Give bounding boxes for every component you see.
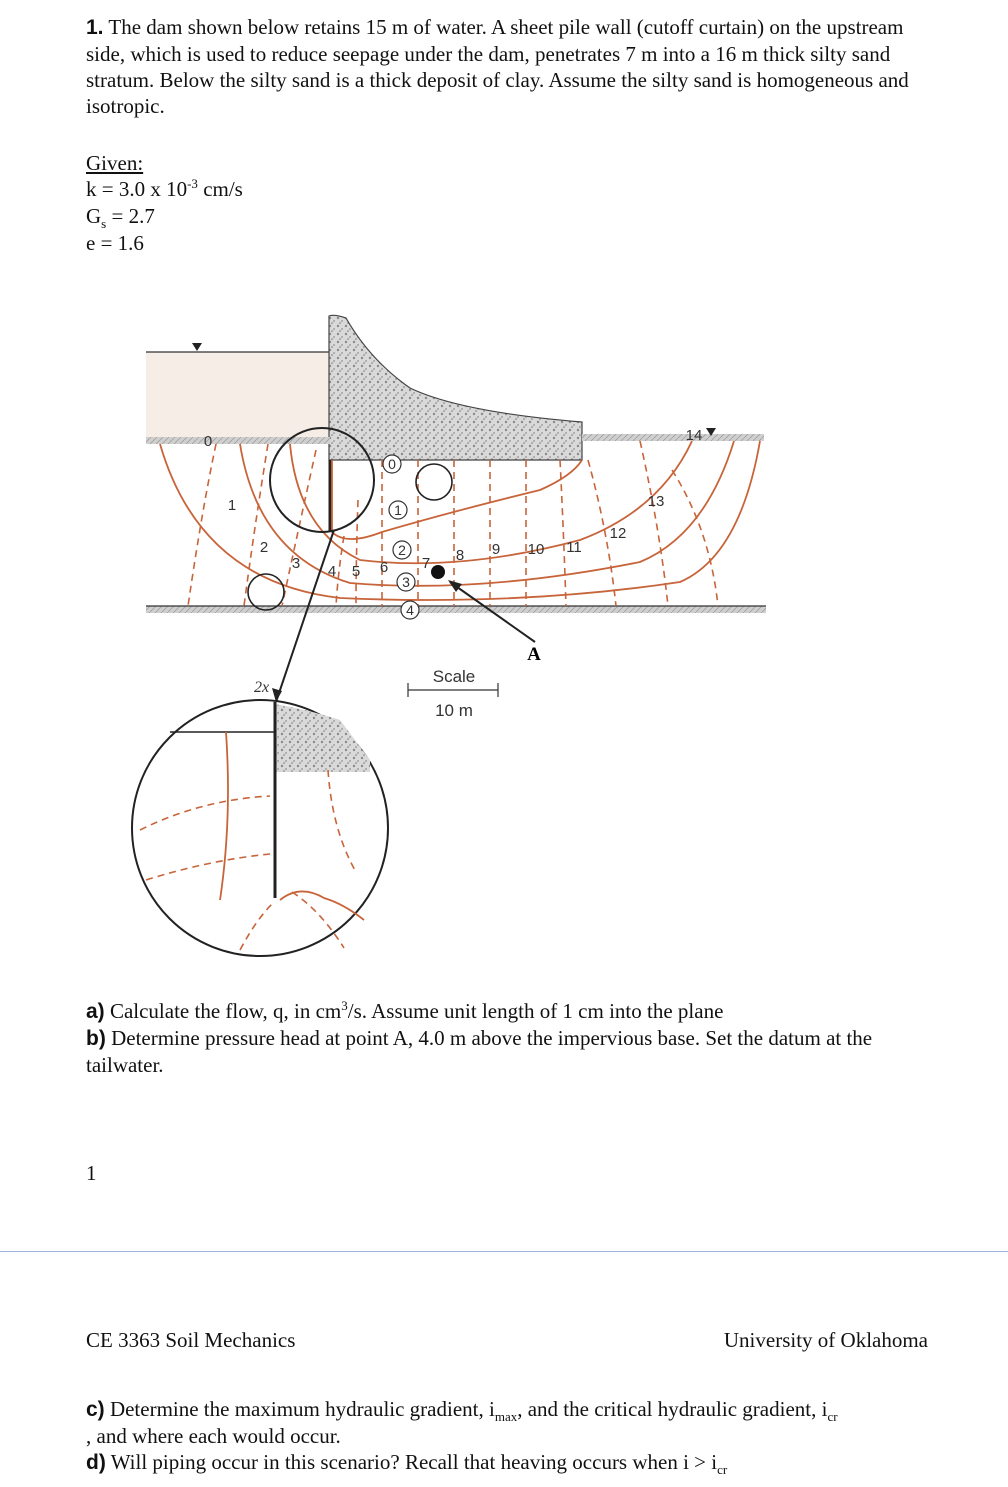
downstream-ground: [582, 434, 764, 441]
equipotential-label-5: 5: [351, 563, 361, 580]
question-b-label: b): [86, 1027, 106, 1050]
problem-statement: [86, 14, 936, 119]
given-heading: Given:: [86, 151, 144, 175]
question-c: [86, 1396, 946, 1449]
question-a: [86, 998, 936, 1025]
headwater: [146, 352, 332, 438]
equipotential-13: [640, 441, 668, 606]
equipotential-label-3: 3: [291, 555, 301, 572]
equipotential-3: [282, 450, 316, 606]
given-k-exponent: -3: [187, 176, 198, 191]
flow-channel-label-0: 0: [388, 456, 396, 472]
equipotential-label-2: 2: [259, 539, 269, 556]
flow-line-3: [240, 441, 734, 586]
problem-text: The dam shown below retains 15 m of water. A sheet pile wall (cutoff curtain) on the upstream side, which is used to reduce seepage under the dam, penetrates 7 m into a 16 m thick silty sand stratum. Below the silty sand is a thick deposit of clay. Assume the silty sand is homogeneous and isotropic.: [86, 15, 909, 118]
equipotential-label-10: 10: [527, 541, 545, 558]
question-d-text: Will piping occur in this scenario? Recall that heaving occurs when i > i: [105, 1450, 718, 1474]
given-e: e = 1.6: [86, 231, 144, 255]
point-a-label: A: [527, 644, 541, 665]
equipotential-5: [356, 500, 358, 606]
equipotential-label-0: 0: [203, 433, 213, 450]
given-gs-subscript: s: [101, 216, 107, 232]
given-k-unit: cm/s: [197, 177, 243, 201]
problem-number: 1.: [86, 16, 104, 39]
question-b-text: Determine pressure head at point A, 4.0 m above the impervious base. Set the datum at the tailwater.: [86, 1026, 873, 1077]
equipotential-label-6: 6: [379, 559, 389, 576]
question-d-sub-cr: cr: [717, 1462, 728, 1478]
question-c-text: Determine the maximum hydraulic gradient, i: [104, 1397, 495, 1421]
questions-a-b: [86, 998, 936, 1078]
flow-channel-label-1: 1: [394, 502, 402, 518]
water-level-marker: [192, 343, 202, 351]
upstream-ground: [146, 437, 330, 444]
impervious-base: [146, 606, 766, 613]
flow-line-4: [160, 441, 760, 600]
footer-university: University of Oklahoma: [723, 1328, 928, 1352]
inset-dam: [275, 704, 370, 772]
scale-length: 10 m: [435, 701, 473, 720]
equipotential-label-13: 13: [647, 493, 665, 510]
equipotential-label-11: 11: [566, 539, 582, 556]
flow-channel-label-4: 4: [406, 602, 414, 618]
inset-detail: [132, 700, 388, 956]
question-c-text-mid: , and the critical hydraulic gradient, i: [517, 1397, 828, 1421]
flow-channel-label-3: 3: [402, 574, 410, 590]
given-k-base: k = 3.0 x 10: [86, 177, 188, 201]
page-number: 1: [86, 1161, 97, 1185]
question-a-text: Calculate the flow, q, in cm: [104, 999, 342, 1023]
element-circle-right: [416, 464, 452, 500]
equipotential-label-9: 9: [491, 541, 501, 558]
question-d-label: d): [86, 1451, 106, 1474]
point-a-marker: [431, 565, 445, 579]
equipotential-label-8: 8: [455, 547, 465, 564]
scale-label: Scale: [432, 667, 476, 686]
inset-scale-label: 2x: [254, 679, 270, 696]
given-gs-symbol: G: [86, 204, 102, 228]
question-c-text-end: , and where each would occur.: [86, 1424, 341, 1448]
equipotential-label-4: 4: [327, 563, 337, 580]
question-a-label: a): [86, 1000, 105, 1023]
element-circle-left: [248, 574, 284, 610]
footer-course: CE 3363 Soil Mechanics: [86, 1328, 296, 1352]
given-gs: [86, 203, 155, 232]
questions-c-d: [86, 1396, 946, 1476]
equipotential-label-7: 7: [421, 555, 431, 572]
question-b: [86, 1025, 936, 1078]
question-c-label: c): [86, 1398, 105, 1421]
page-separator: [0, 1251, 1008, 1252]
equipotential-1: [188, 444, 216, 606]
question-c-sub-max: max: [494, 1409, 518, 1425]
equipotential-label-1: 1: [227, 497, 237, 514]
equipotential-2: [244, 444, 268, 606]
equipotential-label-14: 14: [685, 427, 703, 444]
question-a-superscript: 3: [341, 998, 348, 1013]
flow-net-figure: [120, 300, 800, 960]
flow-channel-label-2: 2: [398, 542, 406, 558]
question-c-sub-cr: cr: [827, 1409, 838, 1425]
equipotential-label-12: 12: [609, 525, 627, 542]
equipotential-11: [560, 460, 566, 606]
question-a-text-end: /s. Assume unit length of 1 cm into the plane: [347, 999, 724, 1023]
given-gs-value: = 2.7: [106, 204, 155, 228]
question-d: [86, 1449, 946, 1476]
zoom-leader-line: [276, 530, 337, 702]
concrete-dam: [329, 315, 582, 460]
given-k: [86, 176, 243, 202]
